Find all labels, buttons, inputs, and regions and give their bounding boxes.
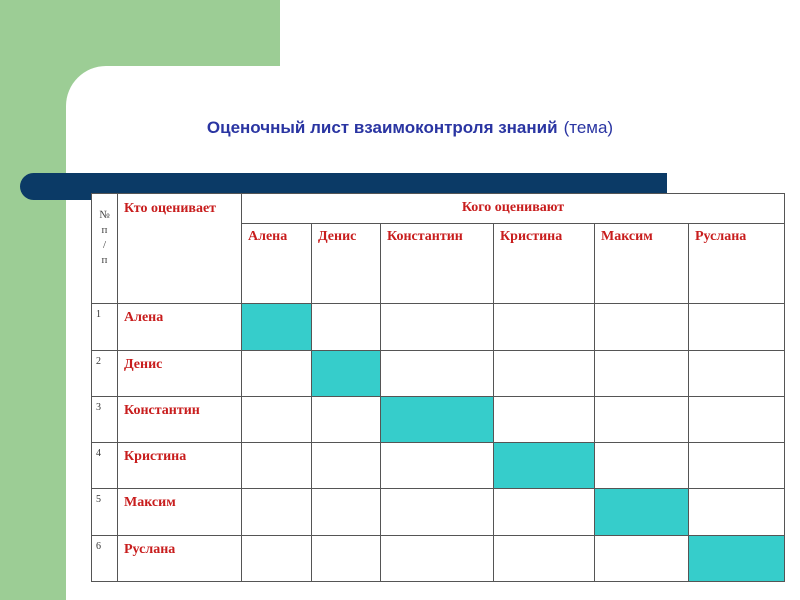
row-number: 3 — [92, 397, 118, 443]
row-name: Максим — [118, 489, 242, 536]
score-cell[interactable] — [494, 351, 595, 397]
column-header: Кристина — [494, 224, 595, 304]
score-cell[interactable] — [242, 536, 312, 582]
page-title — [0, 118, 800, 138]
column-header: Денис — [312, 224, 381, 304]
score-cell[interactable] — [242, 489, 312, 536]
column-header: Руслана — [689, 224, 785, 304]
score-cell[interactable] — [595, 536, 689, 582]
score-cell[interactable] — [242, 351, 312, 397]
score-cell[interactable] — [689, 397, 785, 443]
score-cell[interactable] — [312, 397, 381, 443]
score-cell[interactable] — [494, 397, 595, 443]
whom-evaluated-header: Кого оценивают — [242, 194, 785, 224]
number-header-line: / — [102, 239, 107, 251]
score-cell[interactable] — [494, 304, 595, 351]
score-cell[interactable] — [242, 397, 312, 443]
highlight-cell — [494, 443, 595, 489]
score-cell[interactable] — [312, 443, 381, 489]
score-cell[interactable] — [381, 489, 494, 536]
green-side-strip — [0, 0, 66, 600]
score-cell[interactable] — [312, 489, 381, 536]
table-row — [92, 351, 785, 397]
score-cell[interactable] — [689, 489, 785, 536]
highlight-cell — [595, 489, 689, 536]
highlight-cell — [242, 304, 312, 351]
table-row — [92, 397, 785, 443]
score-cell[interactable] — [242, 443, 312, 489]
column-header: Алена — [242, 224, 312, 304]
number-header-line: п — [101, 224, 108, 236]
score-cell[interactable] — [494, 536, 595, 582]
number-header — [92, 194, 118, 304]
highlight-cell — [381, 397, 494, 443]
number-header-line: № — [99, 209, 110, 221]
title-sub: (тема) — [563, 118, 614, 137]
score-cell[interactable] — [595, 397, 689, 443]
row-number: 1 — [92, 304, 118, 351]
table-row — [92, 304, 785, 351]
row-name: Денис — [118, 351, 242, 397]
score-cell[interactable] — [381, 351, 494, 397]
score-cell[interactable] — [381, 536, 494, 582]
row-number: 4 — [92, 443, 118, 489]
table-row — [92, 489, 785, 536]
score-cell[interactable] — [595, 443, 689, 489]
row-name: Руслана — [118, 536, 242, 582]
score-cell[interactable] — [381, 443, 494, 489]
row-number: 5 — [92, 489, 118, 536]
column-header: Максим — [595, 224, 689, 304]
table-row — [92, 443, 785, 489]
column-header: Константин — [381, 224, 494, 304]
highlight-cell — [689, 536, 785, 582]
score-cell[interactable] — [689, 443, 785, 489]
row-name: Кристина — [118, 443, 242, 489]
score-cell[interactable] — [312, 304, 381, 351]
score-cell[interactable] — [689, 304, 785, 351]
table-row — [92, 536, 785, 582]
row-number: 6 — [92, 536, 118, 582]
row-name: Константин — [118, 397, 242, 443]
score-cell[interactable] — [381, 304, 494, 351]
assessment-table — [91, 193, 785, 582]
score-cell[interactable] — [595, 304, 689, 351]
score-cell[interactable] — [312, 536, 381, 582]
highlight-cell — [312, 351, 381, 397]
score-cell[interactable] — [689, 351, 785, 397]
number-header-line: п — [101, 254, 108, 266]
title-main: Оценочный лист взаимоконтроля знаний — [206, 118, 558, 137]
who-evaluates-header: Кто оценивает — [118, 194, 242, 304]
score-cell[interactable] — [494, 489, 595, 536]
row-name: Алена — [118, 304, 242, 351]
score-cell[interactable] — [595, 351, 689, 397]
row-number: 2 — [92, 351, 118, 397]
